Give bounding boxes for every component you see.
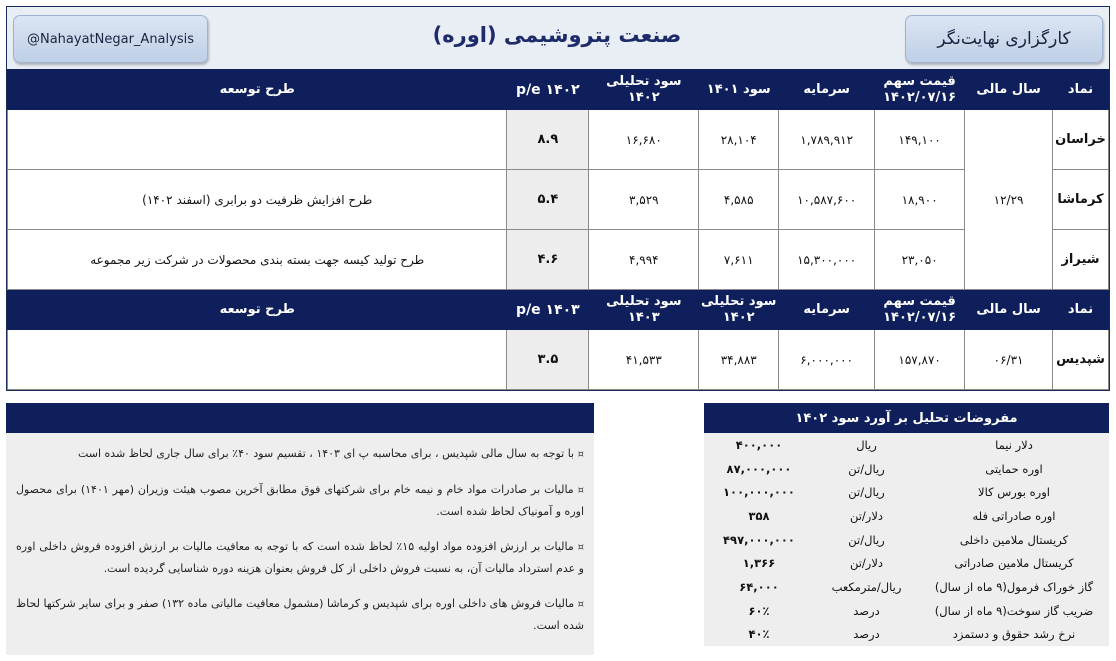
assumption-label: نرخ رشد حقوق و دستمزد (952, 627, 1076, 642)
bullet-icon: ¤ (577, 599, 585, 610)
capital-cell: ۶,۰۰۰,۰۰۰ (779, 330, 875, 390)
col-pe: p/e ۱۴۰۳ (507, 290, 589, 330)
page-title: صنعت پتروشیمی (اوره) (432, 23, 682, 47)
assumption-label: اوره صادراتی فله (972, 508, 1056, 523)
col-fiscal-year: سال مالی (965, 290, 1053, 330)
capital-cell: ۱۰,۵۸۷,۶۰۰ (779, 170, 875, 230)
table-header-row (8, 70, 1109, 110)
table-row (8, 170, 1109, 230)
note-text: با توجه به سال مالی شپدیس ، برای محاسبه پ ای ۱۴۰۳ ، تقسیم سود ۴۰٪ برای سال جاری لحاظ شده است (77, 447, 575, 460)
list-item (704, 575, 1109, 599)
note-text: مالیات بر صادرات مواد خام و نیمه خام برای شرکتهای فوق مطابق آخرین مصوب هیئت وزیران (مهر ۱۴۰۱) برای محصول اوره و آمونیاک لحاظ شده است. (16, 483, 584, 518)
assumption-unit: ریال/مترمکعب (831, 579, 902, 594)
list-item (704, 457, 1109, 481)
assumption-value: ۸۷,۰۰۰,۰۰۰ (726, 461, 792, 476)
note-text: مالیات فروش های داخلی اوره برای شپدیس و کرماشا (مشمول معافیت مالیاتی ماده ۱۳۲) صفر و برای سایر شرکتها لحاظ شده است. (16, 597, 584, 632)
capital-cell: ۱,۷۸۹,۹۱۲ (779, 110, 875, 170)
capital-cell: ۱۵,۳۰۰,۰۰۰ (779, 230, 875, 290)
col-capital: سرمایه (779, 290, 875, 330)
note-text: مالیات بر ارزش افزوده مواد اولیه ۱۵٪ لحاظ شده است که با توجه به معافیت مالیات بر ارزش افزوده فروش داخلی اوره و عدم استرداد مالیات آن، به نسبت فروش داخلی از کل فروش بعنوان هزینه دوره شناسایی گردیده است. (16, 540, 584, 575)
note-item (16, 593, 584, 636)
col-profit-prev: سود تحلیلی ۱۴۰۲ (699, 290, 779, 330)
assumption-value: ۳۵۸ (748, 508, 770, 523)
bullet-icon: ¤ (577, 485, 584, 496)
pe-cell: ۸.۹ (507, 110, 589, 170)
social-handle-badge: @NahayatNegar_Analysis (13, 15, 208, 63)
table-row (8, 110, 1109, 170)
bullet-icon: ¤ (577, 542, 584, 553)
assumption-value: ۶۴,۰۰۰ (739, 579, 779, 594)
plan-cell: طرح افزایش ظرفیت دو برابری (اسفند ۱۴۰۲) (8, 170, 507, 230)
list-item (704, 623, 1109, 647)
assumption-label: اوره حمایتی (985, 461, 1043, 476)
col-capital: سرمایه (779, 70, 875, 110)
pe-cell: ۵.۴ (507, 170, 589, 230)
assumption-unit: ریال (856, 437, 877, 452)
price-cell: ۱۸,۹۰۰ (875, 170, 965, 230)
assumption-unit: ریال/تن (848, 485, 885, 500)
list-item (704, 504, 1109, 528)
pe-cell: ۳.۵ (507, 330, 589, 390)
profit-est-cell: ۴,۹۹۴ (589, 230, 699, 290)
table-row (8, 330, 1109, 390)
fiscal-year-cell: ۱۲/۲۹ (965, 110, 1053, 290)
profit-prev-cell: ۲۸,۱۰۴ (699, 110, 779, 170)
table-row (8, 230, 1109, 290)
assumption-label: گاز خوراک فرمول(۹ ماه از سال) (934, 579, 1094, 594)
profit-prev-cell: ۴,۵۸۵ (699, 170, 779, 230)
col-price: قیمت سهم ۱۴۰۲/۰۷/۱۶ (875, 290, 965, 330)
list-item (704, 528, 1109, 552)
assumptions-title: مفروضات تحلیل بر آورد سود ۱۴۰۲ (704, 403, 1109, 433)
col-symbol: نماد (1053, 70, 1109, 110)
notes-panel (6, 433, 594, 655)
note-item (16, 443, 584, 465)
price-cell: ۱۴۹,۱۰۰ (875, 110, 965, 170)
valuation-table (7, 69, 1109, 390)
assumption-label: اوره بورس کالا (978, 485, 1050, 500)
col-profit-est: سود تحلیلی ۱۴۰۳ (589, 290, 699, 330)
col-profit-prev: سود ۱۴۰۱ (699, 70, 779, 110)
assumption-value: ۱۰۰,۰۰۰,۰۰۰ (723, 485, 795, 500)
note-item (16, 536, 584, 579)
profit-est-cell: ۳,۵۲۹ (589, 170, 699, 230)
pe-cell: ۴.۶ (507, 230, 589, 290)
list-item (704, 433, 1109, 457)
assumption-value: ۴۰۰,۰۰۰ (735, 437, 783, 452)
assumption-unit: درصد (853, 627, 880, 642)
assumption-value: ۴۹۷,۰۰۰,۰۰۰ (723, 532, 795, 547)
assumption-label: ضریب گاز سوخت(۹ ماه از سال) (934, 603, 1094, 618)
price-cell: ۲۳,۰۵۰ (875, 230, 965, 290)
plan-cell (8, 330, 507, 390)
profit-prev-cell: ۷,۶۱۱ (699, 230, 779, 290)
assumption-unit: ریال/تن (848, 532, 885, 547)
symbol-cell: شپدیس (1053, 330, 1109, 390)
list-item (704, 480, 1109, 504)
assumption-label: دلار نیما (995, 437, 1033, 452)
assumption-label: کریستال ملامین داخلی (959, 532, 1069, 547)
header-bar (7, 7, 1109, 69)
assumption-unit: درصد (853, 603, 880, 618)
plan-cell: طرح تولید کیسه جهت بسته بندی محصولات در شرکت زیر مجموعه (8, 230, 507, 290)
assumption-unit: دلار/تن (849, 508, 884, 523)
col-profit-est: سود تحلیلی ۱۴۰۲ (589, 70, 699, 110)
assumption-unit: دلار/تن (849, 556, 884, 571)
assumption-unit: ریال/تن (848, 461, 885, 476)
assumption-value: ۶۰٪ (748, 603, 770, 618)
price-cell: ۱۵۷,۸۷۰ (875, 330, 965, 390)
bullet-icon: ¤ (577, 449, 584, 460)
col-symbol: نماد (1053, 290, 1109, 330)
col-plan: طرح توسعه (8, 290, 507, 330)
valuation-panel (6, 6, 1110, 391)
assumption-label: کریستال ملامین صادراتی (954, 556, 1074, 571)
col-fiscal-year: سال مالی (965, 70, 1053, 110)
profit-est-cell: ۱۶,۶۸۰ (589, 110, 699, 170)
table-header-row (8, 290, 1109, 330)
notes-title-bar (6, 403, 594, 433)
plan-cell (8, 110, 507, 170)
assumptions-table (704, 433, 1109, 646)
list-item (704, 599, 1109, 623)
list-item (704, 551, 1109, 575)
note-item (16, 479, 584, 522)
profit-est-cell: ۴۱,۵۳۳ (589, 330, 699, 390)
symbol-cell: خراسان (1053, 110, 1109, 170)
col-plan: طرح توسعه (8, 70, 507, 110)
fiscal-year-cell: ۰۶/۳۱ (965, 330, 1053, 390)
brand-badge: کارگزاری نهایت‌نگر (905, 15, 1103, 63)
symbol-cell: شیراز (1053, 230, 1109, 290)
symbol-cell: کرماشا (1053, 170, 1109, 230)
assumption-value: ۱,۳۶۶ (742, 556, 776, 571)
col-pe: p/e ۱۴۰۲ (507, 70, 589, 110)
profit-prev-cell: ۳۴,۸۸۳ (699, 330, 779, 390)
col-price: قیمت سهم ۱۴۰۲/۰۷/۱۶ (875, 70, 965, 110)
assumption-value: ۴۰٪ (748, 627, 770, 642)
